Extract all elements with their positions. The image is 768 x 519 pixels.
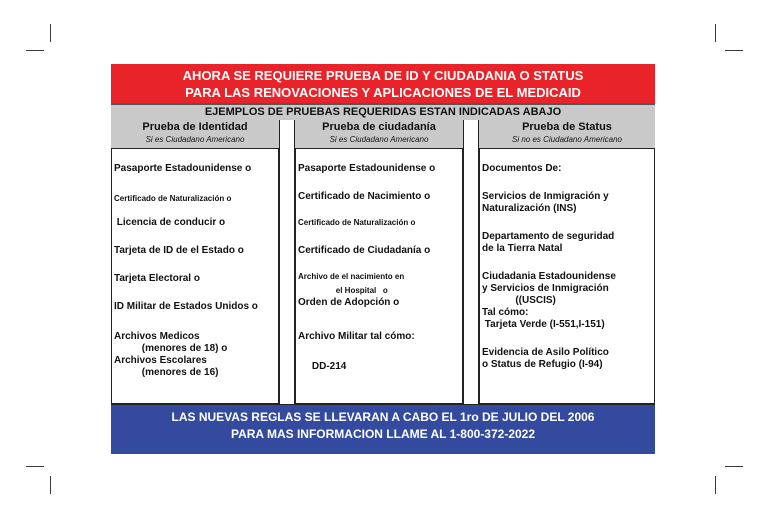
column-subtitle: Si no es Ciudadano Americano <box>512 135 622 144</box>
crop-mark <box>26 50 44 51</box>
list-item: el Hospital o <box>298 286 388 295</box>
crop-mark <box>725 50 743 51</box>
list-item: Archivo Militar tal cómo: <box>298 331 415 342</box>
list-item: (menores de 16) <box>114 367 219 378</box>
list-item: Tal cómo: <box>482 307 529 318</box>
list-item: Archivos Escolares <box>114 355 207 366</box>
list-item: Naturalización (INS) <box>482 203 577 214</box>
list-item: DD-214 <box>298 361 347 372</box>
medicaid-flyer <box>111 64 655 454</box>
column-separator <box>463 120 479 404</box>
crop-mark <box>50 476 51 494</box>
column-subtitle: Si es Ciudadano Americano <box>145 135 245 144</box>
header-banner <box>111 64 655 103</box>
list-item: Certificado de Nacimiento o <box>298 191 431 202</box>
column-header-identity <box>111 120 279 148</box>
list-item: (menores de 18) o <box>114 343 228 354</box>
column-title: Prueba de ciudadanía <box>322 121 436 133</box>
column-subtitle: Si es Ciudadano Americano <box>329 135 429 144</box>
crop-mark <box>715 24 716 42</box>
list-item: Evidencia de Asilo Político <box>482 347 609 358</box>
list-item: Pasaporte Estadounidense o <box>114 163 252 174</box>
list-item: Tarjeta de ID de el Estado o <box>114 245 244 256</box>
footer-banner <box>111 404 655 454</box>
status-list <box>479 148 655 404</box>
list-item: Certificado de Naturalización o <box>114 194 232 203</box>
footer-line-1: LAS NUEVAS REGLAS SE LLEVARAN A CABO EL 1ro DE JULIO DEL 2006 <box>171 410 595 424</box>
column-title: Prueba de Identidad <box>142 121 248 133</box>
list-item: ID Militar de Estados Unidos o <box>114 301 258 312</box>
list-item: Licencia de conducir o <box>114 217 226 228</box>
list-item: Orden de Adopción o <box>298 297 400 308</box>
list-item: Certificado de Naturalización o <box>298 218 416 227</box>
list-item: de la Tierra Natal <box>482 243 563 254</box>
list-item: Tarjeta Electoral o <box>114 273 200 284</box>
header-line-2: PARA LAS RENOVACIONES Y APLICACIONES DE EL MEDICAID <box>185 85 581 100</box>
list-item: Departamento de seguridad <box>482 231 615 242</box>
list-item: Certificado de Ciudadanía o <box>298 245 431 256</box>
crop-mark <box>50 24 51 42</box>
crop-mark <box>715 476 716 494</box>
identity-list <box>111 148 279 404</box>
column-title: Prueba de Status <box>522 121 612 133</box>
column-header-status <box>479 120 655 148</box>
column-header-citizenship <box>295 120 463 148</box>
citizenship-list <box>295 148 463 404</box>
list-item: Ciudadania Estadounidense <box>482 271 616 282</box>
list-item: Documentos De: <box>482 163 562 174</box>
list-item: Archivo de el nacimiento en <box>298 272 405 281</box>
list-item: ((USCIS) <box>482 295 556 306</box>
list-item: Pasaporte Estadounidense o <box>298 163 436 174</box>
column-separator <box>279 120 295 404</box>
list-item: Tarjeta Verde (I-551,I-151) <box>482 319 605 330</box>
list-item: Archivos Medicos <box>114 331 200 342</box>
crop-mark <box>26 466 44 467</box>
list-item: y Servicios de Inmigración <box>482 283 609 294</box>
crop-mark <box>725 466 743 467</box>
footer-line-2: PARA MAS INFORMACION LLAME AL 1-800-372-2022 <box>230 427 536 441</box>
list-item: Servicios de Inmigración y <box>482 191 609 202</box>
examples-subheader: EJEMPLOS DE PRUEBAS REQUERIDAS ESTAN INDICADAS ABAJO <box>111 103 655 120</box>
list-item: o Status de Refugio (I-94) <box>482 359 603 370</box>
header-line-1: AHORA SE REQUIERE PRUEBA DE ID Y CIUDADANIA O STATUS <box>182 68 584 83</box>
